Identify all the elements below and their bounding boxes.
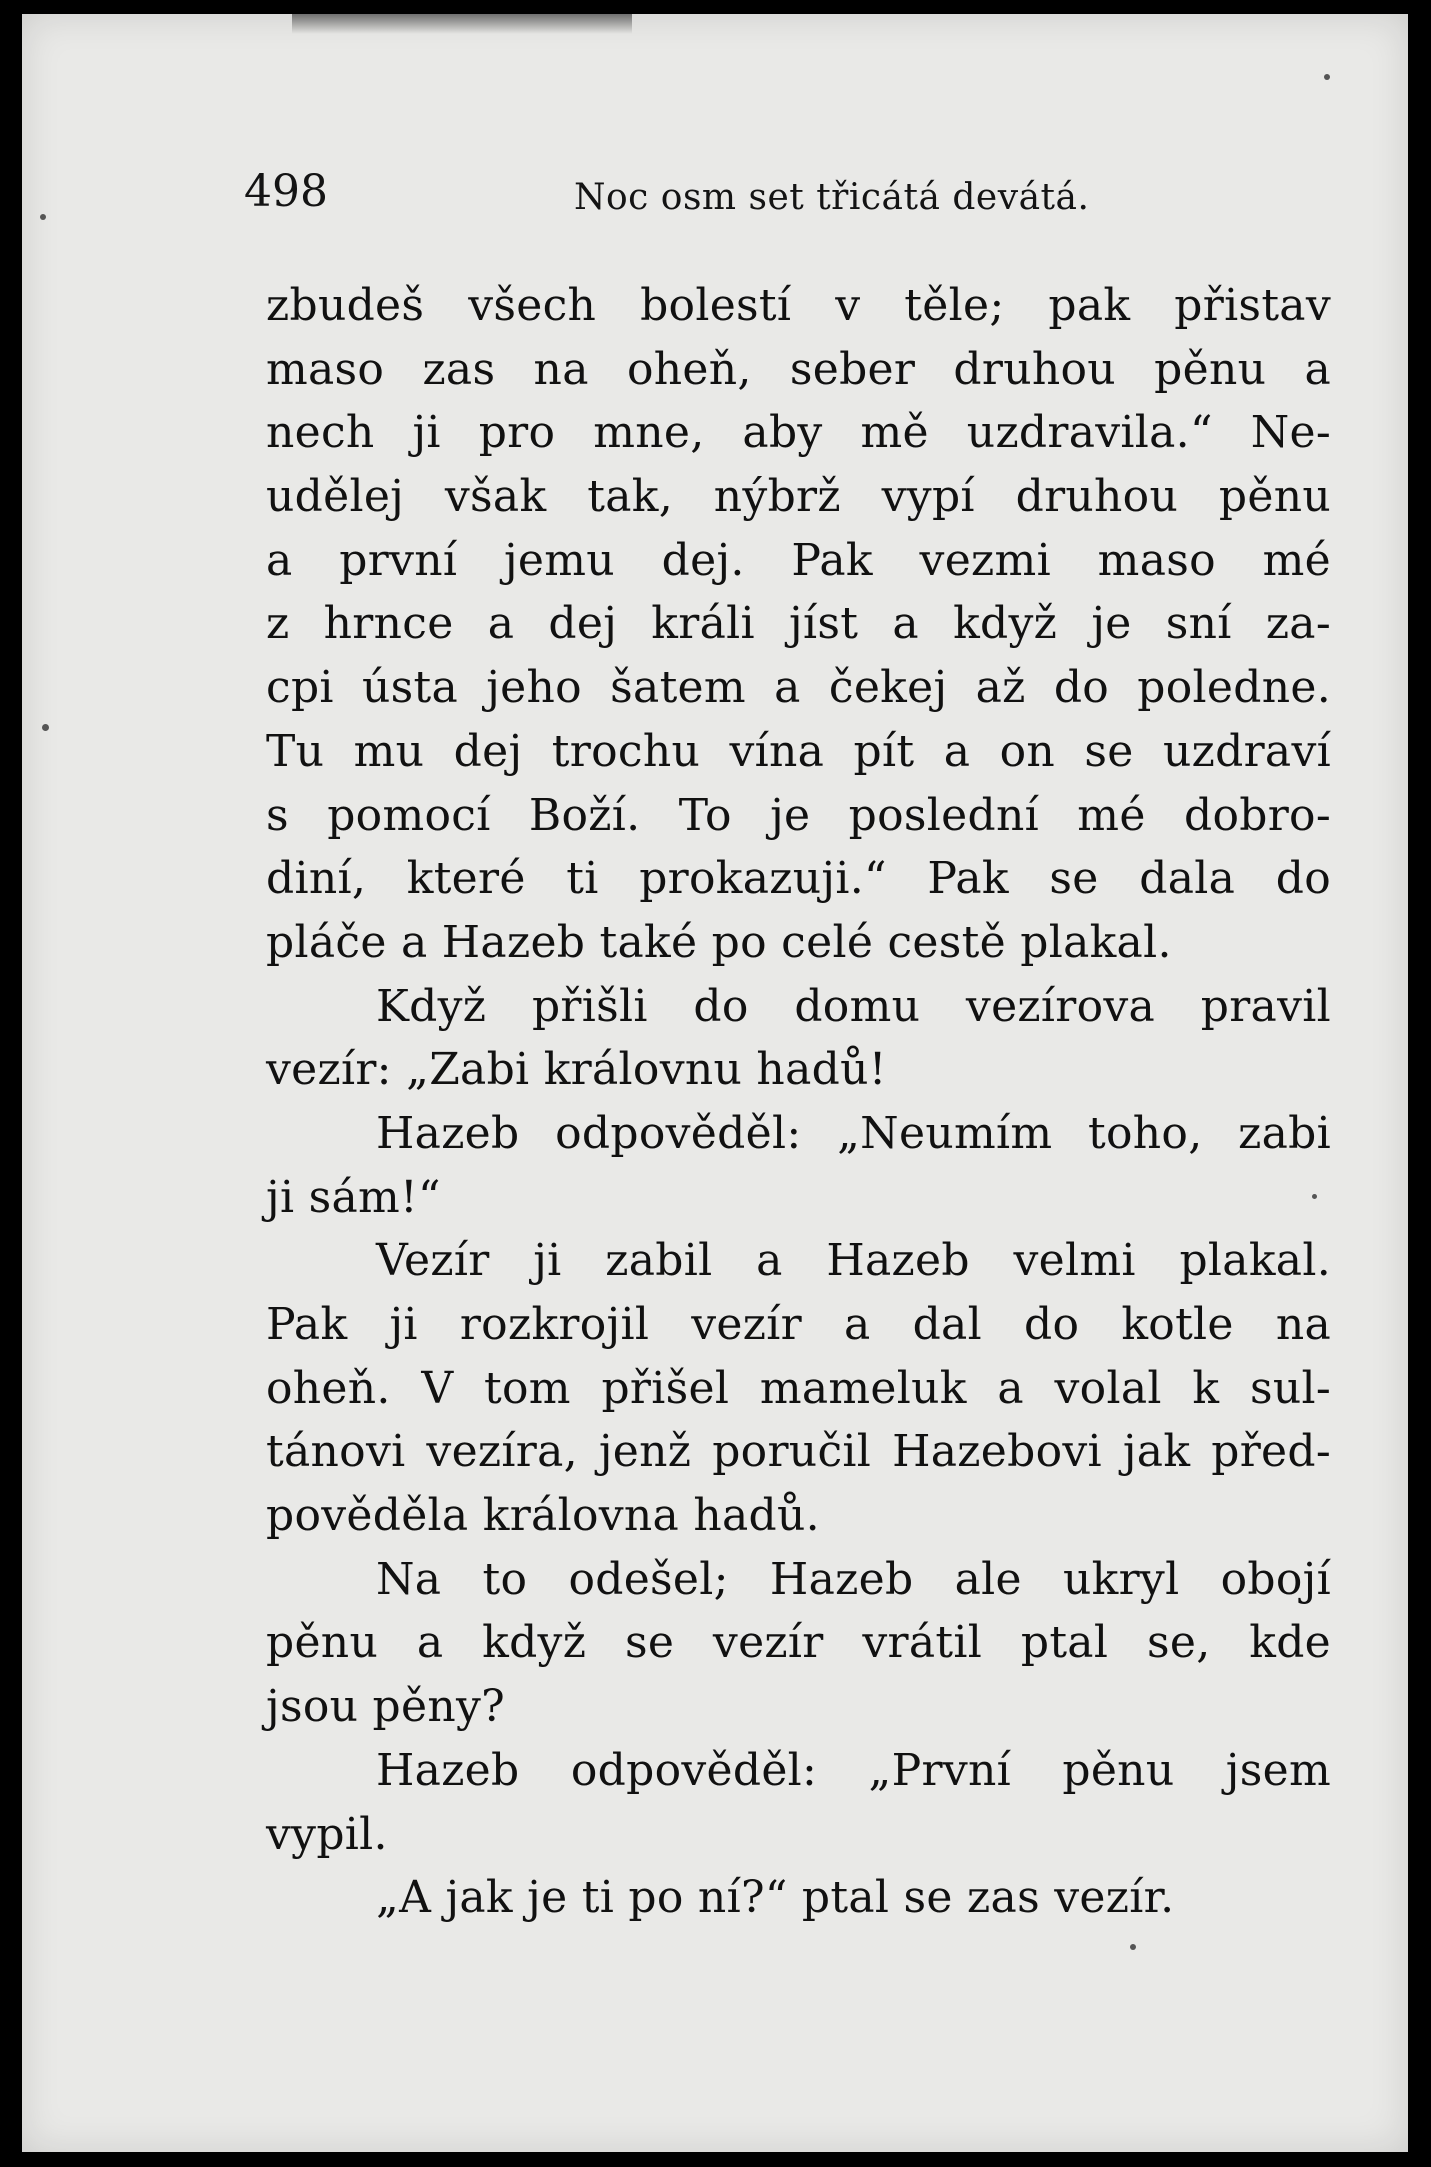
text-line: vypil.: [266, 1808, 388, 1860]
text-line: a první jemu dej. Pak vezmi maso mé: [266, 534, 1331, 586]
scan-speck: [40, 214, 46, 220]
scan-speck: [1324, 74, 1330, 80]
text-line: „A jak je ti po ní?“ ptal se zas vezír.: [376, 1872, 1175, 1924]
scan-speck: [1130, 1944, 1136, 1950]
text-line: s pomocí Boží. To je poslední mé dobro-: [266, 789, 1331, 841]
text-line: nech ji pro mne, aby mě uzdravila.“ Ne-: [266, 407, 1331, 459]
text-line: pěnu a když se vezír vrátil ptal se, kde: [266, 1617, 1331, 1669]
text-line: udělej však tak, nýbrž vypí druhou pěnu: [266, 471, 1331, 523]
text-line: ji sám!“: [266, 1171, 441, 1223]
book-page: [22, 14, 1408, 2152]
text-line: zbudeš všech bolestí v těle; pak přistav: [266, 280, 1331, 331]
text-line: maso zas na oheň, seber druhou pěnu a: [266, 343, 1331, 395]
text-line: Pak ji rozkrojil vezír a dal do kotle na: [266, 1299, 1331, 1350]
text-line: diní, které ti prokazuji.“ Pak se dala do: [266, 853, 1331, 905]
text-line: Vezír ji zabil a Hazeb velmi plakal.: [376, 1235, 1331, 1287]
text-line: Hazeb odpověděl: „Neumím toho, zabi: [376, 1107, 1331, 1159]
text-line: vezír: „Zabi královnu hadů!: [266, 1044, 887, 1096]
text-line: Když přišli do domu vezírova pravil: [376, 980, 1331, 1032]
text-line: jsou pěny?: [266, 1681, 506, 1733]
page-number: 498: [244, 166, 328, 217]
body-text: [266, 274, 1331, 1930]
text-line: cpi ústa jeho šatem a čekej až do poledne.: [266, 662, 1331, 714]
text-line: pláče a Hazeb také po celé cestě plakal.: [266, 916, 1172, 968]
scan-smudge: [292, 14, 632, 34]
text-line: oheň. V tom přišel mameluk a volal k sul-: [266, 1362, 1331, 1414]
text-line: tánovi vezíra, jenž poručil Hazebovi jak před-: [266, 1426, 1331, 1478]
text-line: Hazeb odpověděl: „První pěnu jsem: [376, 1744, 1331, 1796]
text-line: Na to odešel; Hazeb ale ukryl obojí: [376, 1553, 1331, 1605]
running-title: Noc osm set třicátá devátá.: [574, 177, 1090, 218]
text-line: Tu mu dej trochu vína pít a on se uzdraví: [266, 725, 1331, 777]
text-line: z hrnce a dej králi jíst a když je sní za-: [266, 598, 1331, 650]
scan-speck: [42, 724, 49, 731]
scan-speck: [1312, 1194, 1317, 1199]
text-line: pověděla královna hadů.: [266, 1490, 820, 1542]
page-header: [244, 162, 1334, 222]
